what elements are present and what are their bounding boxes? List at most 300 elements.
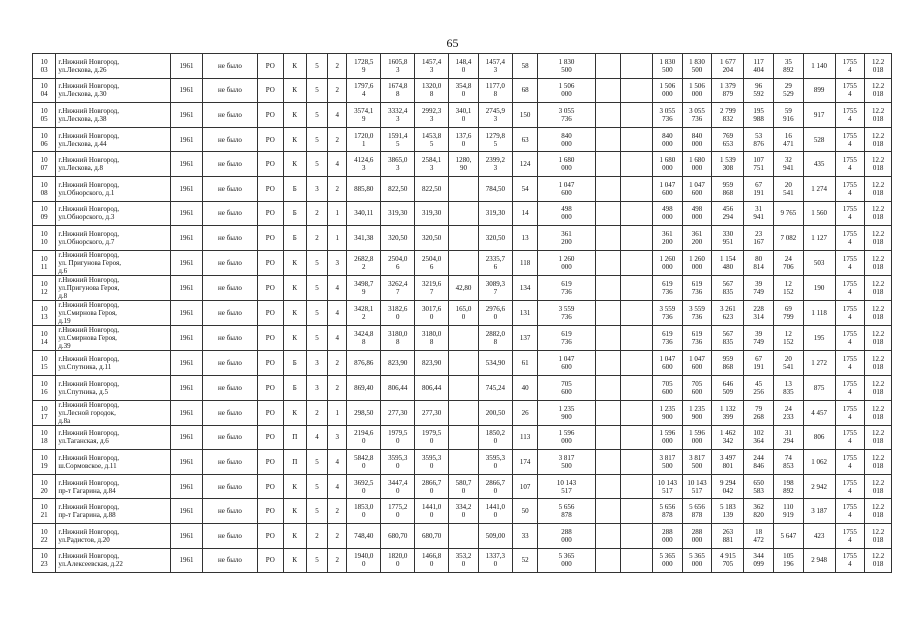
table-cell	[595, 474, 620, 499]
table-cell: 1961	[171, 201, 203, 226]
table-cell	[595, 103, 620, 128]
table-cell: 705 600	[652, 375, 682, 400]
table-cell: 1961	[171, 450, 203, 475]
table-cell: К	[283, 326, 306, 351]
table-cell: 330 951	[712, 226, 744, 251]
table-cell: 1 047 600	[682, 351, 712, 376]
table-cell: не было	[202, 78, 257, 103]
table-cell: 10 143 517	[652, 474, 682, 499]
table-cell: 1 047 600	[652, 351, 682, 376]
table-cell: 68	[512, 78, 537, 103]
table-cell: 4 457	[803, 400, 835, 425]
table-cell: 96 592	[744, 78, 774, 103]
table-cell: 354,8 0	[449, 78, 479, 103]
table-cell	[595, 152, 620, 177]
table-cell: 1 235 900	[652, 400, 682, 425]
table-cell: 4	[328, 326, 347, 351]
table-cell: 13	[512, 226, 537, 251]
table-cell: Б	[283, 375, 306, 400]
table-cell: 5842,8 0	[347, 450, 381, 475]
table-cell: 1 680 000	[538, 152, 595, 177]
table-cell: 1755 4	[835, 499, 865, 524]
table-cell: РО	[258, 127, 283, 152]
table-cell: 102 364	[744, 425, 774, 450]
table-cell: 567 835	[712, 326, 744, 351]
table-cell: 39 749	[744, 326, 774, 351]
table-cell: 1 260 000	[538, 250, 595, 275]
table-row	[33, 425, 892, 450]
table-cell	[595, 78, 620, 103]
table-cell: 200,50	[478, 400, 512, 425]
table-cell: 4	[328, 103, 347, 128]
table-cell: 5	[306, 326, 327, 351]
table-row	[33, 450, 892, 475]
table-cell: 2	[328, 78, 347, 103]
table-cell: 5	[306, 54, 327, 79]
table-row	[33, 103, 892, 128]
table-cell: К	[283, 250, 306, 275]
table-cell	[449, 425, 479, 450]
table-cell: 1961	[171, 425, 203, 450]
table-cell: 1961	[171, 326, 203, 351]
table-cell: 5	[306, 250, 327, 275]
table-cell: 3498,7 9	[347, 275, 381, 300]
table-cell: 74 853	[773, 450, 803, 475]
table-cell: 361 200	[538, 226, 595, 251]
table-cell: 5	[306, 450, 327, 475]
table-cell: 1	[328, 226, 347, 251]
table-cell: 67 191	[744, 351, 774, 376]
table-cell: РО	[258, 326, 283, 351]
address-cell: г.Нижний Новгород, ш.Сормовское, д.11	[56, 450, 171, 475]
table-cell: 1961	[171, 301, 203, 326]
table-cell: РО	[258, 351, 283, 376]
table-cell: 3180,0 8	[381, 326, 415, 351]
table-row	[33, 326, 892, 351]
table-cell: 353,2 0	[449, 548, 479, 573]
table-cell: 3332,4 3	[381, 103, 415, 128]
table-cell: не было	[202, 499, 257, 524]
table-cell: РО	[258, 103, 283, 128]
table-cell: 53 876	[744, 127, 774, 152]
table-cell: 12.2 018	[865, 176, 892, 201]
table-cell: 876,86	[347, 351, 381, 376]
table-cell: 3	[306, 176, 327, 201]
table-cell: 174	[512, 450, 537, 475]
table-cell: РО	[258, 450, 283, 475]
table-cell: 959 868	[712, 176, 744, 201]
table-row	[33, 275, 892, 300]
table-cell: 3595,3 0	[478, 450, 512, 475]
row-number-cell: 10 15	[33, 351, 56, 376]
table-cell: 1755 4	[835, 250, 865, 275]
table-cell: 1755 4	[835, 548, 865, 573]
table-cell: не было	[202, 474, 257, 499]
table-cell: 2335,7 6	[478, 250, 512, 275]
table-cell: 2194,6 0	[347, 425, 381, 450]
row-number-cell: 10 22	[33, 524, 56, 549]
table-cell: 1755 4	[835, 400, 865, 425]
table-cell: 190	[803, 275, 835, 300]
table-cell: 52	[512, 548, 537, 573]
table-cell	[621, 425, 653, 450]
table-cell: 3089,3 7	[478, 275, 512, 300]
table-cell: 1280, 90	[449, 152, 479, 177]
table-cell: 32 941	[773, 152, 803, 177]
table-cell	[621, 226, 653, 251]
row-number-cell: 10 21	[33, 499, 56, 524]
row-number-cell: 10 05	[33, 103, 56, 128]
address-cell: г.Нижний Новгород, ул.Таганская, д.6	[56, 425, 171, 450]
table-cell: 150	[512, 103, 537, 128]
table-cell: 1 235 900	[682, 400, 712, 425]
table-cell: 1 680 000	[652, 152, 682, 177]
table-cell: 5	[306, 474, 327, 499]
table-cell: 1 830 500	[652, 54, 682, 79]
table-cell: 1 272	[803, 351, 835, 376]
table-cell	[621, 78, 653, 103]
table-cell: 1 677 204	[712, 54, 744, 79]
table-cell: 1755 4	[835, 326, 865, 351]
table-cell: 646 509	[712, 375, 744, 400]
row-number-cell: 10 13	[33, 301, 56, 326]
table-cell: 1755 4	[835, 176, 865, 201]
table-cell: К	[283, 54, 306, 79]
table-cell	[449, 176, 479, 201]
table-cell: 1 506 000	[538, 78, 595, 103]
table-cell	[621, 250, 653, 275]
table-cell: 3	[306, 351, 327, 376]
table-cell: 29 529	[773, 78, 803, 103]
address-cell: г.Нижний Новгород, ул.Лескова, д.44	[56, 127, 171, 152]
table-cell: 1961	[171, 524, 203, 549]
table-cell: 806	[803, 425, 835, 450]
table-row	[33, 201, 892, 226]
table-cell: 1457,4 3	[415, 54, 449, 79]
row-number-cell: 10 09	[33, 201, 56, 226]
table-cell: 3180,0 8	[415, 326, 449, 351]
table-cell: К	[283, 152, 306, 177]
table-cell: 12.2 018	[865, 152, 892, 177]
table-cell: РО	[258, 499, 283, 524]
table-cell: Б	[283, 176, 306, 201]
row-number-cell: 10 08	[33, 176, 56, 201]
table-cell: 18 472	[744, 524, 774, 549]
table-cell: 1457,4 3	[478, 54, 512, 79]
table-cell: 959 868	[712, 351, 744, 376]
table-cell: 705 600	[682, 375, 712, 400]
table-cell	[449, 351, 479, 376]
table-cell: П	[283, 450, 306, 475]
table-cell: 3 559 736	[682, 301, 712, 326]
table-cell: 1755 4	[835, 103, 865, 128]
table-cell: 12.2 018	[865, 275, 892, 300]
table-cell: 680,70	[415, 524, 449, 549]
table-cell: 806,44	[415, 375, 449, 400]
page-number: 65	[446, 36, 459, 50]
table-cell: РО	[258, 250, 283, 275]
table-cell: 12.2 018	[865, 499, 892, 524]
table-cell: 288 000	[682, 524, 712, 549]
row-number-cell: 10 07	[33, 152, 56, 177]
table-cell: 2882,0 8	[478, 326, 512, 351]
table-cell: 12.2 018	[865, 54, 892, 79]
table-cell: 2	[306, 524, 327, 549]
table-row	[33, 250, 892, 275]
table-cell	[595, 450, 620, 475]
table-cell: 263 881	[712, 524, 744, 549]
table-cell: 3595,3 0	[415, 450, 449, 475]
table-cell: 3447,4 0	[381, 474, 415, 499]
table-cell: 12.2 018	[865, 201, 892, 226]
table-cell: 498 000	[652, 201, 682, 226]
table-cell: 806,44	[381, 375, 415, 400]
table-cell	[449, 226, 479, 251]
table-cell	[621, 301, 653, 326]
table-cell: 12 152	[773, 275, 803, 300]
table-cell: 1 132 399	[712, 400, 744, 425]
table-cell: 1755 4	[835, 524, 865, 549]
table-row	[33, 226, 892, 251]
table-cell: 79 268	[744, 400, 774, 425]
table-cell: 5 656 878	[652, 499, 682, 524]
table-cell: 118	[512, 250, 537, 275]
address-cell: г.Нижний Новгород, ул.Лесной городок, д.8а	[56, 400, 171, 425]
table-cell	[621, 275, 653, 300]
table-cell: 580,7 0	[449, 474, 479, 499]
table-cell: 1820,0 0	[381, 548, 415, 573]
table-cell: К	[283, 78, 306, 103]
table-cell	[595, 201, 620, 226]
table-cell: 9 765	[773, 201, 803, 226]
address-cell: г.Нижний Новгород, ул.Радистов, д.20	[56, 524, 171, 549]
table-cell	[449, 250, 479, 275]
table-cell: 298,50	[347, 400, 381, 425]
table-cell: 1961	[171, 176, 203, 201]
table-cell: 2866,7 0	[478, 474, 512, 499]
row-number-cell: 10 19	[33, 450, 56, 475]
table-cell: 10 143 517	[682, 474, 712, 499]
row-number-cell: 10 06	[33, 127, 56, 152]
table-cell: 1961	[171, 499, 203, 524]
table-cell: 113	[512, 425, 537, 450]
table-cell: 1797,6 4	[347, 78, 381, 103]
table-cell	[595, 275, 620, 300]
table-cell: 195 988	[744, 103, 774, 128]
row-number-cell: 10 16	[33, 375, 56, 400]
table-cell: 12 152	[773, 326, 803, 351]
table-cell: 80 814	[744, 250, 774, 275]
table-cell: не было	[202, 201, 257, 226]
address-cell: г.Нижний Новгород, ул.Смирнова Героя, д.39	[56, 326, 171, 351]
table-cell: 1 539 308	[712, 152, 744, 177]
table-cell: 1 830 500	[682, 54, 712, 79]
table-cell: 2 942	[803, 474, 835, 499]
table-cell: 1453,8 5	[415, 127, 449, 152]
table-cell: не было	[202, 301, 257, 326]
table-cell: 1 047 600	[682, 176, 712, 201]
table-cell: 244 846	[744, 450, 774, 475]
table-cell: 1755 4	[835, 474, 865, 499]
table-cell: 822,50	[381, 176, 415, 201]
table-cell: 1 062	[803, 450, 835, 475]
table-cell: 1961	[171, 127, 203, 152]
table-cell: 1605,8 3	[381, 54, 415, 79]
table-cell: 1 260 000	[652, 250, 682, 275]
table-cell: не было	[202, 54, 257, 79]
table-cell: 277,30	[415, 400, 449, 425]
table-cell: 4124,6 3	[347, 152, 381, 177]
table-cell: 619 736	[652, 326, 682, 351]
table-cell: 823,90	[415, 351, 449, 376]
table-cell: 58	[512, 54, 537, 79]
table-cell	[621, 375, 653, 400]
table-cell: К	[283, 127, 306, 152]
table-cell: 23 167	[744, 226, 774, 251]
table-cell: 1 596 000	[538, 425, 595, 450]
table-cell	[621, 548, 653, 573]
table-cell: К	[283, 400, 306, 425]
table-cell: 1 379 879	[712, 78, 744, 103]
table-cell	[621, 201, 653, 226]
table-cell: 1961	[171, 250, 203, 275]
table-cell: 917	[803, 103, 835, 128]
table-cell: К	[283, 548, 306, 573]
table-cell: 5 365 000	[682, 548, 712, 573]
table-cell: 2	[306, 226, 327, 251]
table-cell: 1 506 000	[652, 78, 682, 103]
table-cell: не было	[202, 375, 257, 400]
table-cell: 39 749	[744, 275, 774, 300]
table-cell: 1961	[171, 152, 203, 177]
address-cell: г.Нижний Новгород, пр-т Гагарина, д.84	[56, 474, 171, 499]
table-cell: 31 941	[744, 201, 774, 226]
table-cell: 361 200	[652, 226, 682, 251]
table-cell	[621, 176, 653, 201]
table-cell: 1940,0 0	[347, 548, 381, 573]
table-cell: 3 055 736	[652, 103, 682, 128]
table-cell	[449, 400, 479, 425]
table-cell: 498 000	[682, 201, 712, 226]
table-cell: 320,50	[415, 226, 449, 251]
table-cell: 4	[328, 301, 347, 326]
table-cell: 1755 4	[835, 127, 865, 152]
table-cell: 3424,8 8	[347, 326, 381, 351]
table-cell: Б	[283, 226, 306, 251]
table-cell: не было	[202, 250, 257, 275]
table-cell: 1775,2 0	[381, 499, 415, 524]
table-cell: 3 559 736	[652, 301, 682, 326]
table-cell: 423	[803, 524, 835, 549]
table-cell: 2504,0 6	[415, 250, 449, 275]
address-cell: г.Нижний Новгород, ул.Лескова, д.38	[56, 103, 171, 128]
table-cell: 1279,8 5	[478, 127, 512, 152]
table-cell	[621, 450, 653, 475]
address-cell: г.Нижний Новгород, ул. Пригунова Героя, д.6	[56, 250, 171, 275]
table-cell: 875	[803, 375, 835, 400]
table-cell: 2	[328, 351, 347, 376]
table-cell: 2584,1 3	[415, 152, 449, 177]
table-cell: 1720,0 1	[347, 127, 381, 152]
table-cell: 131	[512, 301, 537, 326]
table-cell: 5	[306, 275, 327, 300]
table-cell: 3 817 500	[682, 450, 712, 475]
table-cell: 567 835	[712, 275, 744, 300]
table-cell: 5 647	[773, 524, 803, 549]
table-cell: 2745,9 3	[478, 103, 512, 128]
table-cell: 1 830 500	[538, 54, 595, 79]
table-cell: 341,38	[347, 226, 381, 251]
table-cell: РО	[258, 474, 283, 499]
table-cell: не было	[202, 351, 257, 376]
table-cell: 503	[803, 250, 835, 275]
table-cell: 63	[512, 127, 537, 152]
table-cell: 1755 4	[835, 201, 865, 226]
table-cell: 40	[512, 375, 537, 400]
table-cell: не было	[202, 548, 257, 573]
row-number-cell: 10 11	[33, 250, 56, 275]
table-cell: 148,4 0	[449, 54, 479, 79]
table-cell: 20 541	[773, 176, 803, 201]
table-row	[33, 375, 892, 400]
table-cell: 3017,6 0	[415, 301, 449, 326]
address-cell: г.Нижний Новгород, ул.Обнорского, д.7	[56, 226, 171, 251]
table-row	[33, 524, 892, 549]
table-cell: 1961	[171, 400, 203, 425]
table-cell: К	[283, 474, 306, 499]
table-cell: 2 948	[803, 548, 835, 573]
table-cell: 840 000	[682, 127, 712, 152]
table-cell: 340,1 0	[449, 103, 479, 128]
table-cell: 2992,3 3	[415, 103, 449, 128]
table-cell: 1979,5 0	[381, 425, 415, 450]
table-cell: 3219,6 7	[415, 275, 449, 300]
table-cell: 869,40	[347, 375, 381, 400]
table-cell: 3	[306, 375, 327, 400]
address-cell: г.Нижний Новгород, ул.Обнорского, д.1	[56, 176, 171, 201]
table-cell: 498 000	[538, 201, 595, 226]
table-cell	[595, 351, 620, 376]
table-cell: 1961	[171, 103, 203, 128]
row-number-cell: 10 12	[33, 275, 56, 300]
table-cell: 26	[512, 400, 537, 425]
table-cell: 12.2 018	[865, 375, 892, 400]
table-cell: 1320,0 8	[415, 78, 449, 103]
row-number-cell: 10 17	[33, 400, 56, 425]
table-cell: 5 365 000	[538, 548, 595, 573]
table-row	[33, 400, 892, 425]
table-cell: 110 919	[773, 499, 803, 524]
table-row	[33, 474, 892, 499]
table-cell: 340,11	[347, 201, 381, 226]
table-row	[33, 301, 892, 326]
table-cell: 12.2 018	[865, 127, 892, 152]
table-cell: 124	[512, 152, 537, 177]
table-cell: 320,50	[478, 226, 512, 251]
table-cell: 1853,0 0	[347, 499, 381, 524]
table-cell: РО	[258, 548, 283, 573]
table-cell: 1 680 000	[682, 152, 712, 177]
table-cell: 14	[512, 201, 537, 226]
table-cell	[621, 499, 653, 524]
table-cell: 12.2 018	[865, 326, 892, 351]
table-cell: 1755 4	[835, 351, 865, 376]
table-cell: 31 294	[773, 425, 803, 450]
table-cell: 12.2 018	[865, 425, 892, 450]
table-row	[33, 548, 892, 573]
table-cell	[595, 524, 620, 549]
table-cell: 705 600	[538, 375, 595, 400]
